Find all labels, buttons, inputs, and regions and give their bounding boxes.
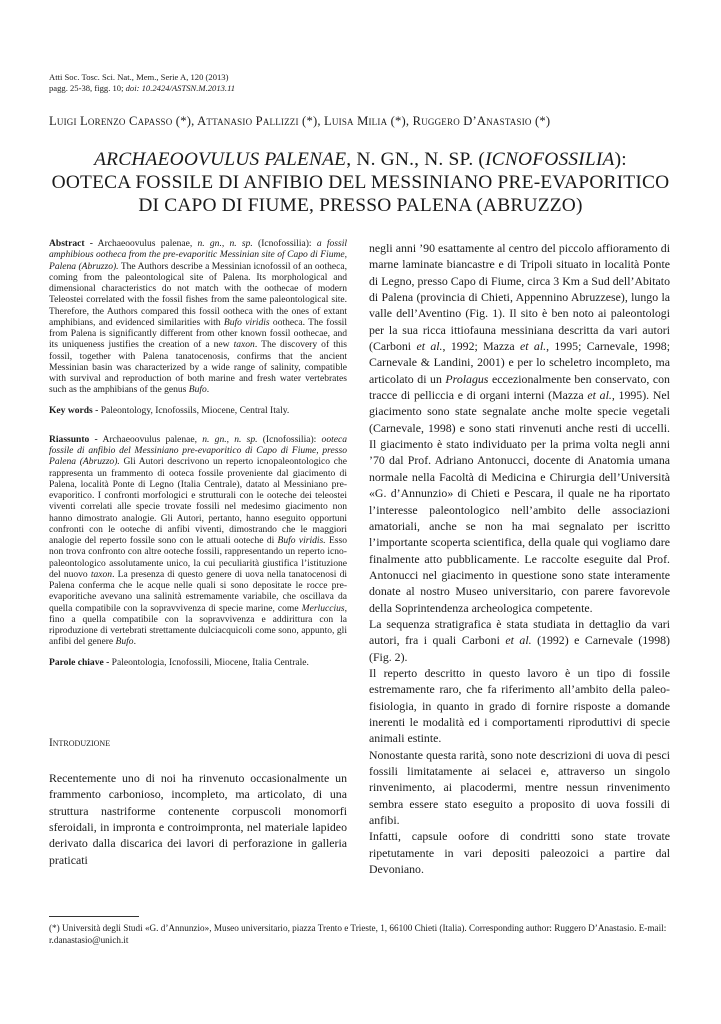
journal-line-1: Atti Soc. Tosc. Sci. Nat., Mem., Serie A, 120 (2013) [49,72,229,82]
abstract-text: (Icnofossilia): [252,238,317,249]
journal-doi: doi: 10.2424/ASTSN.M.2013.11 [125,83,236,93]
riassunto-text: . [133,636,136,648]
footnote-rule [49,916,139,917]
body-paragraph: Il reperto descritto in questo lavoro è un tipo di fossile estremamente raro, che fa riferimento all’ambito della paleo-fisiologia, in quanto in grado di fornire risposte a domande inerenti le modalità ed i comportamenti riproduttivi di specie animali estinte. [369,665,670,746]
abstract-text: Archaeoovulus palenae, [92,238,198,249]
abstract-text: Bufo [188,384,207,396]
body-text: , 1995; Carnevale, 1998; Carnevale & Landini, 2001) e per lo scheletro incompleto, ma articolato di un [369,339,670,386]
body-paragraph [369,616,670,665]
body-text: La sequenza stratigrafica è stata studiata in dettaglio da vari autori, fra i quali Carboni [369,616,670,648]
riassunto-text: Gli Autori descrivono un reperto icnopaleontologico che rappresenta un frammento di ooteca fossile proveniente dal giacimento di Palena, località Ponte di Legno (Italia Centrale), datato al Messiniano pre-evaporitico. I confronti morfologici e strutturali con le ooteche dei teleostei viventi correlati alle specie trovate fossili nel medesimo giacimento non hanno dimostrato analogie. Gli Autori, pertanto, hanno eseguito opportuni confronti con le ooteche di anfibi viventi, dimostrando che le maggiori analogie del reperto fossile sono con le attuali ooteche di [49,456,347,546]
journal-citation [49,72,235,94]
body-text: negli anni ’90 esattamente al centro del piccolo affioramento di marne laminate biancastre e di Tripoli situato in località Ponte di Legno, presso Capo di Fiume, circa 3 Km a Sud dell’Abitato di Palena (provincia di Chieti, Appennino Abruzzese), lungo la valle dell’Aventino (Fig. 1). Il sito è ben noto ai paleontologi per la sua ricca ittiofauna messiniana descritta da vari autori (Carboni [369,241,670,354]
title-genus: ARCHAEOOVULUS PALENAE [94,149,347,170]
riassunto-text: ooteca fossile di anfibio del Messiniano pre-evaporitico di Capo di Fiume, presso Palena (Abruzzo). [49,433,347,468]
intro-heading: Introduzione [49,737,111,749]
body-text: et al. [416,339,443,354]
abstract-text: Bufo viridis [223,316,270,328]
intro-text: Recentemente uno di noi ha rinvenuto occasionalmente un frammento carbonioso, incompleto, ma articolato, di una struttura nastriforme contenente corpuscoli monomorfi sferoidali, in impronta e controimpronta, nel materiale lapideo derivato dalla discarica dei lavori di perforazione in galleria praticati [49,771,347,867]
journal-line-2 [49,83,235,94]
left-column [49,238,347,668]
riassunto-text: Bufo [115,636,134,648]
title-text: ): [614,149,627,170]
abstract-text: . The discovery of this fossil, together with Palena tanatocenosis, confirms that the ancient Messinian basin was characterized by a wide range of salinity, compatible with survival and reproduction of both marine and fresh water vertebrates such as the amphibians of the genus [49,339,347,396]
title-line-3: DI CAPO DI FIUME, PRESSO PALENA (ABRUZZO) [138,195,583,216]
body-text: (1992) e Carnevale (1998) (Fig. 2). [369,633,671,664]
body-paragraph [369,240,670,616]
parole-label: Parole chiave - [49,656,110,668]
parole-chiave [49,657,347,668]
riassunto-text: n. gn., n. sp. [202,433,258,445]
riassunto-text: (Icnofossilia): [257,433,322,445]
abstract [49,238,347,396]
abstract-label: Abstract - [49,238,93,249]
riassunto-text: Bufo viridis. [277,535,326,546]
abstract-text: ootheca. The fossil from Palena is significantly different from other known fossil oothecae, and its uniqueness justifies the creation of a new [49,316,347,351]
keywords [49,405,347,416]
body-text: 1995). Nel giacimento sono state segnalate anche molte specie vegetali (Carnevale, 1998) e sono stati rinvenuti anche resti di uccelli. Il giacimento è stato individuato per la prima volta negli anni ’70 dal Prof. Adriano Antonucci, docente di Anatomia umana normale nella Facoltà di Medicina e Chirurgia dell’Università «G. d’Annunzio» di Chieti e Pescara, il quale ne ha riportato l’interesse paleontologico nell’ambito delle associazioni amatoriali, anche se non ha mai segnalato per iscritto l’importante scoperta scientifica, della quale qui vogliamo dare finalmente atto pubblicamente. Le raccolte eseguite dal Prof. Antonucci nel giacimento in questione sono state interamente donate al nostro Museo universitario, con parere favorevole della Soprintendenza archeologica competente. [369,388,670,615]
riassunto-text: Merluccius [301,602,345,614]
abstract-text: . [206,384,210,396]
title-ichno: ICNOFOSSILIA [485,149,615,170]
riassunto [49,434,347,648]
riassunto-text: Archaeoovulus palenae, [97,433,203,445]
riassunto-text: taxon [90,568,113,580]
title-line-1 [40,148,681,171]
body-text: et al. [505,633,532,648]
keywords-text: Paleontology, Icnofossils, Miocene, Central Italy. [98,404,290,416]
journal-pages: pagg. 25-38, figg. 10; [49,83,126,93]
body-text: et al. [520,339,547,354]
body-text: Prolagus [445,371,489,386]
abstract-text: n. gn., n. sp. [197,238,253,249]
riassunto-text: , fino a quella compatibile con la sopravvivenza e addirittura con la riproduzione di vertebrati strettamente dulciacquicoli come sono, appunto, gli anfibi del genere [49,602,347,648]
parole-text: Paleontologia, Icnofossili, Miocene, Italia Centrale. [109,656,309,668]
footnote: (*) Università degli Studi «G. d’Annunzio», Museo universitario, piazza Trento e Trieste, 1, 66100 Chieti (Italia). Corresponding author: Ruggero D’Anastasio. E-mail: r.danastasio@unich.it [49,923,667,945]
right-column [369,240,670,877]
title-line-2: OOTECA FOSSILE DI ANFIBIO DEL MESSINIANO PRE-EVAPORITICO [51,172,670,193]
paper-title [40,148,681,217]
title-text: , N. GN., N. SP. ( [346,149,486,170]
body-paragraph: Nonostante questa rarità, sono note descrizioni di uova di pesci fossili limitatamente ai selacei e, attraverso un singolo rinvenimento, ai placodermi, mentre nessun rinvenimento sembra essere stato eseguito a proposito di uova fossili di anfibi. [369,747,670,828]
body-text: et al., [587,388,615,403]
riassunto-label: Riassunto - [49,433,98,445]
author-list: Luigi Lorenzo Capasso (*), Attanasio Pallizzi (*), Luisa Milia (*), Ruggero D’Anastasio (*) [49,114,551,128]
body-paragraph: Infatti, capsule oofore di condritti sono state trovate ripetutamente in vari depositi paleozoici a partire dal Devoniano. [369,829,670,877]
abstract-text: taxon [233,339,255,351]
abstract-text: a fossil amphibious ootheca from the pre-evaporitic Messinian site of Capo di Fiume, Palena (Abruzzo). [49,238,347,272]
abstract-text: The Authors describe a Messinian icnofossil of an ootheca, coming from the paleontological site of Palena. Its morphological and dimensional characteristics do not match with the oothecae of modern Teleostei correlated with the fossil fishes from the same paleontological site. Therefore, the Authors compared this fossil ootheca with the ones of extant amphibians, and evidenced similarities with [49,260,347,328]
body-text: , 1992; Mazza [442,339,521,354]
riassunto-text: . La presenza di questo genere di uova nella tanatocenosi di Palena conferma che le acque nelle quali si sono depositate le rocce pre-evaporitiche avevano una salinità estremamente variabile, che oscillava da quella compatibile con la sopravvivenza di specie marine, come [49,568,347,614]
keywords-label: Key words - [49,404,99,416]
intro-paragraph [49,770,347,868]
riassunto-text: Esso non trova confronto con altre ooteche fossili, rappresentando un reperto icno-paleontologico assolutamente unico, la cui peculiarità giustifica l’istituzione del nuovo [49,535,347,580]
body-text: eccezionalmente ben conservato, con tracce di pelliccia e di organi interni (Mazza [369,371,670,403]
